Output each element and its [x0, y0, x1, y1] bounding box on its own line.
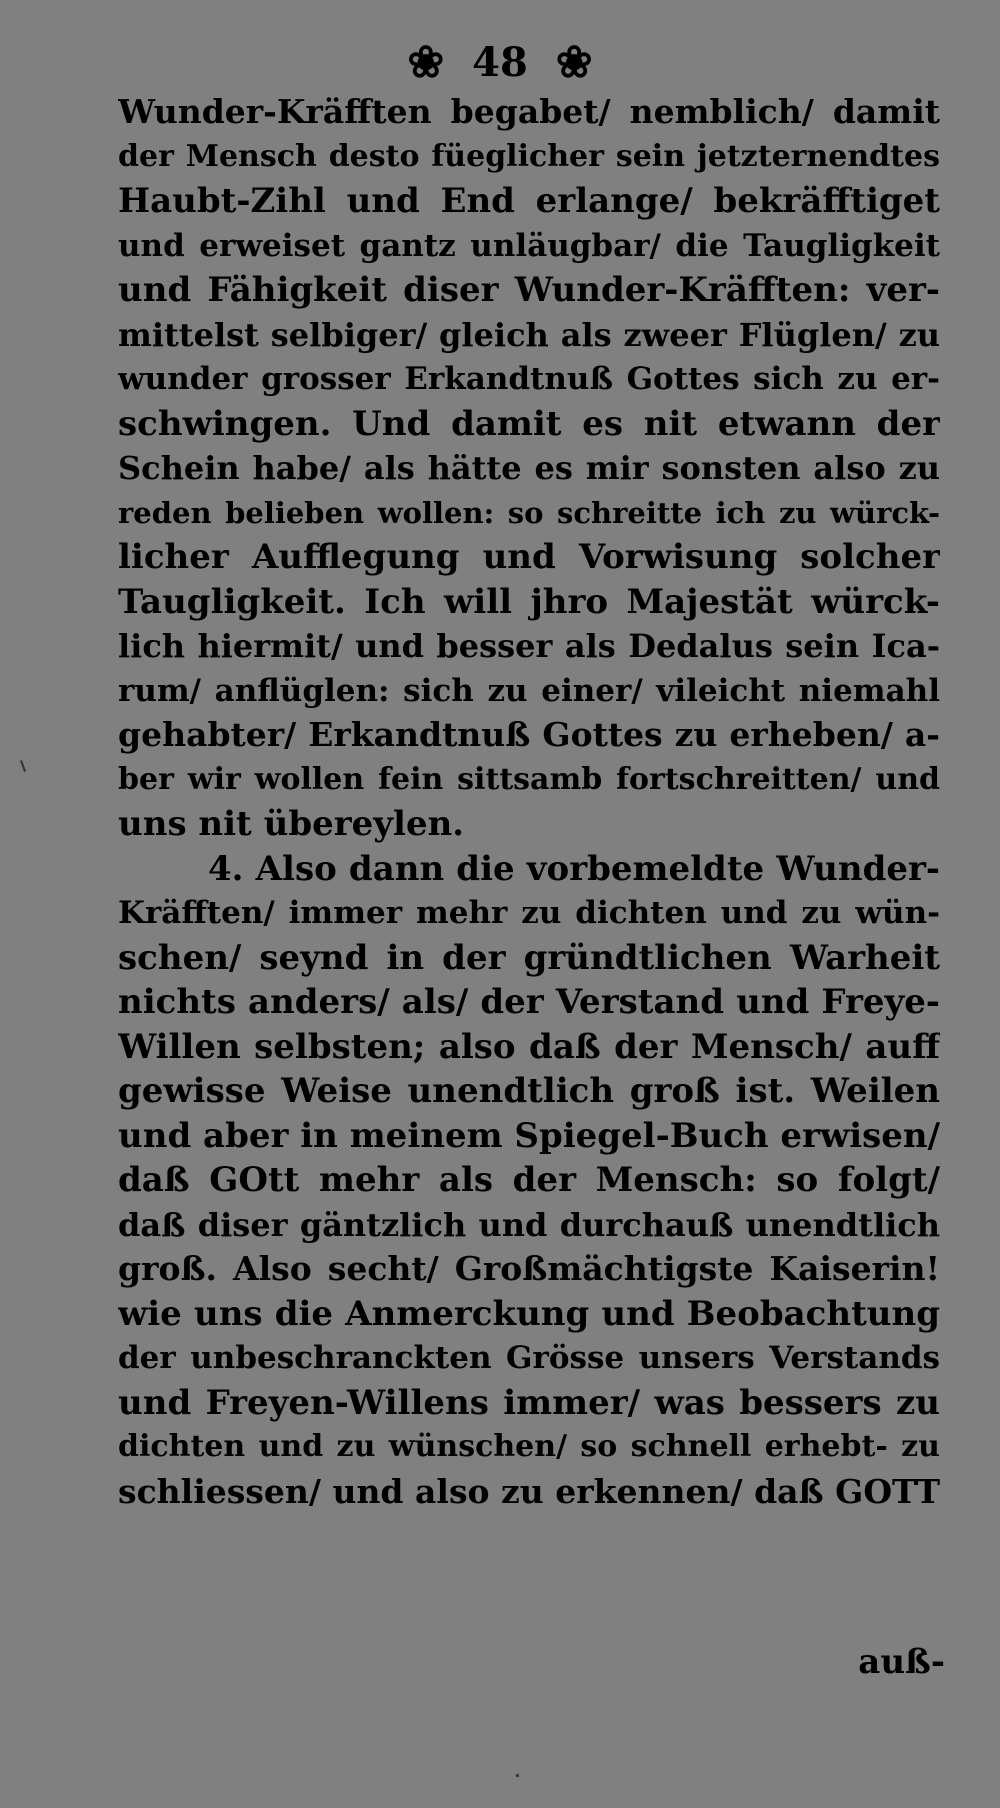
body-text — [118, 90, 940, 1514]
paper-speck — [516, 1774, 520, 1778]
text-line: nichts anders/ als/ der Verstand und Freye- — [118, 982, 940, 1022]
text-line: wie uns die Anmerckung und Beobachtung — [118, 1293, 940, 1334]
text-line: licher Aufflegung und Vorwisung solcher — [118, 537, 940, 577]
text-line: und erweiset gantz unläugbar/ die Taugligkeit — [118, 227, 940, 264]
text-line: schen/ seynd in der gründtlichen Warheit — [118, 937, 940, 978]
text-line: Wunder-Kräfften begabet/ nemblich/ damit — [118, 92, 940, 131]
text-line: und aber in meinem Spiegel-Buch erwisen/ — [118, 1115, 940, 1156]
page-header — [0, 37, 1000, 88]
text-line: schwingen. Und damit es nit etwann der — [118, 403, 940, 444]
text-line: gehabter/ Erkandtnuß Gottes zu erheben/ a- — [118, 715, 940, 754]
text-line: und Fähigkeit diser Wunder-Kräfften: ver- — [118, 270, 940, 310]
text-line: reden belieben wollen: so schreitte ich zu würck- — [118, 495, 940, 530]
page-number: 48 — [472, 39, 528, 86]
text-line: der Mensch desto füeglicher sein jetzternendtes — [118, 138, 940, 174]
text-line: groß. Also secht/ Großmächtigste Kaiserin! — [118, 1249, 940, 1288]
text-line: der unbeschranckten Grösse unsers Verstands — [118, 1340, 940, 1376]
right-ornament-icon: ❀ — [555, 37, 593, 88]
text-line: schliessen/ und also zu erkennen/ daß GOTT — [118, 1471, 940, 1511]
text-line: 4. Also dann die vorbemeldte Wunder- — [208, 848, 940, 889]
text-line: Kräfften/ immer mehr zu dichten und zu wün- — [118, 895, 940, 931]
text-line: Schein habe/ als hätte es mir sonsten also zu — [118, 449, 940, 487]
text-line: gewisse Weise unendtlich groß ist. Weilen — [118, 1071, 940, 1111]
text-line: Willen selbsten; also daß der Mensch/ auff — [118, 1026, 940, 1067]
text-line: wunder grosser Erkandtnuß Gottes sich zu er- — [118, 361, 940, 397]
text-line: uns nit übereylen. — [118, 804, 465, 844]
paper-speck — [20, 760, 26, 772]
text-line: mittelst selbiger/ gleich als zweer Flüglen/ zu — [118, 315, 940, 354]
text-line: Taugligkeit. Ich will jhro Majestät würck- — [118, 581, 940, 622]
text-line: dichten und zu wünschen/ so schnell erhebt- zu — [118, 1429, 940, 1464]
text-line: rum/ anflüglen: sich zu einer/ vileicht niemahl — [118, 672, 940, 709]
text-line: Haubt-Zihl und End erlange/ bekräfftiget — [118, 181, 940, 221]
catchword: auß- — [858, 1642, 945, 1682]
text-line: und Freyen-Willens immer/ was bessers zu — [118, 1382, 940, 1423]
text-line: daß diser gäntzlich und durchauß unendtlich — [118, 1205, 940, 1244]
text-line: ber wir wollen fein sittsamb fortschreitten/ und — [118, 761, 940, 797]
text-line: lich hiermit/ und besser als Dedalus sein Ica- — [118, 627, 940, 665]
left-ornament-icon: ❀ — [407, 37, 445, 88]
text-line: daß GOtt mehr als der Mensch: so folgt/ — [118, 1160, 940, 1200]
